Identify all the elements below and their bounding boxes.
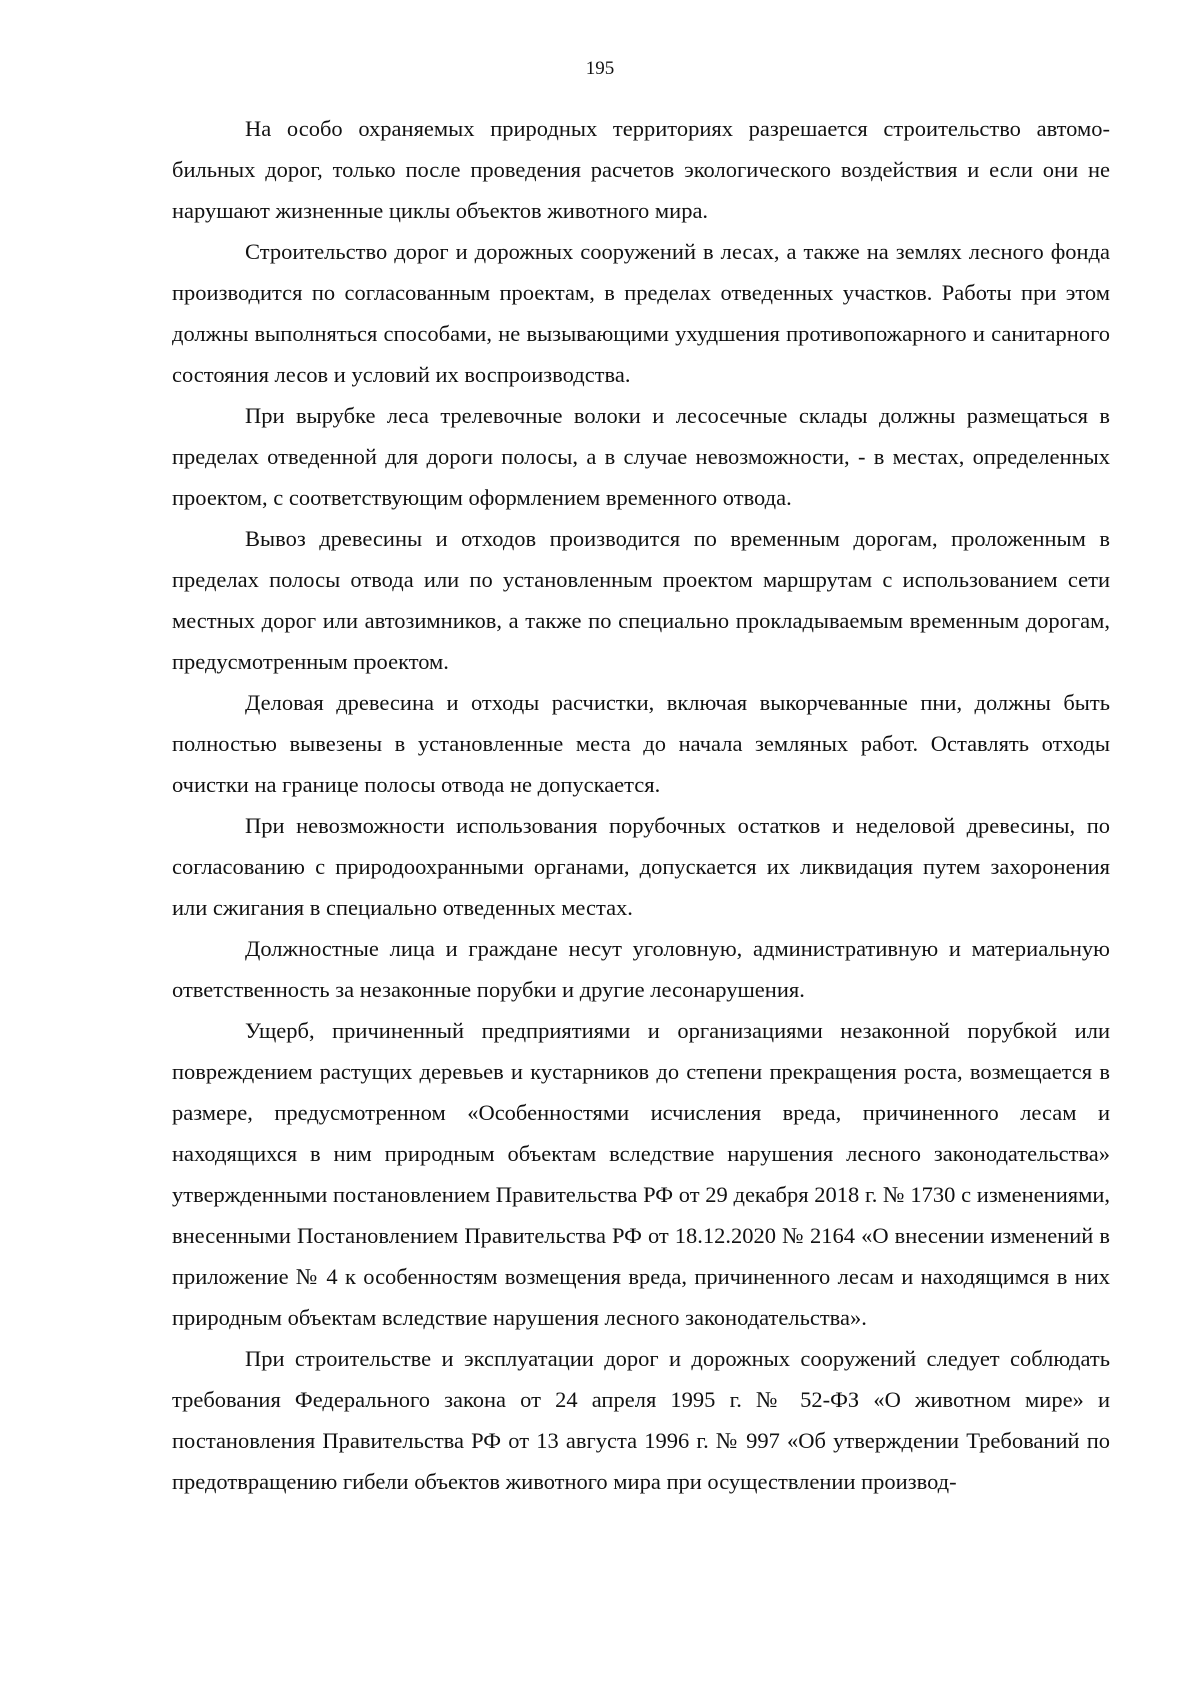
paragraph: При строительстве и эксплуатации дорог и дорожных сооружений следует соблюдать требования Федерального закона от 24 апреля 1995 г. № 52-ФЗ «О животном мире» и постановления Правительства РФ от 13 августа 1996 г. № 997 «Об утверждении Требований по предотвращению гибели объектов животного мира при осуществлении производ- [172,1346,1110,1494]
paragraph: На особо охраняемых природных территориях разрешается строительство автомобильных дорог, только после проведения расчетов экологического воздействия и если они не нарушают жизненные циклы объектов животного мира. [172,116,1110,223]
paragraph: Деловая древесина и отходы расчистки, включая выкорчеванные пни, должны быть полностью вывезены в установленные места до начала земляных работ. Оставлять отходы очистки на границе полосы отвода не допускается. [172,690,1110,797]
paragraph: При вырубке леса трелевочные волоки и лесосечные склады должны размещаться в пределах отведенной для дороги полосы, а в случае невозможности, - в местах, определенных проектом, с соответствующим оформлением временного отвода. [172,403,1110,510]
page-number: 195 [585,58,615,79]
paragraph: Строительство дорог и дорожных сооружений в лесах, а также на землях лесного фонда производится по согласованным проектам, в пределах отведенных участков. Работы при этом должны выполняться способами, не вызывающими ухудшения противопожарного и санитарного состояния лесов и условий их воспроизводства. [172,239,1110,387]
paragraph: Ущерб, причиненный предприятиями и организациями незаконной порубкой или повреждением растущих деревьев и кустарников до степени прекращения роста, возмещается в размере, предусмотренном «Особенностями исчисления вреда, причиненного лесам и находящихся в ним природным объектам вследствие нарушения лесного законодательства» утвержденными постановлением Правительства РФ от 29 декабря 2018 г. № 1730 с изменениями, внесенными Постановлением Правительства РФ от 18.12.2020 № 2164 «О внесении изменений в приложение № 4 к особенностям возмещения вреда, причиненного лесам и находящимся в них природным объектам вследствие нарушения лесного законодательства». [172,1018,1110,1330]
body-text [172,108,1110,1502]
paragraph: При невозможности использования порубочных остатков и неделовой древесины, по согласованию с природоохранными органами, допускается их ликвидация путем захоронения или сжигания в специально отведенных местах. [172,813,1110,920]
paragraph: Должностные лица и граждане несут уголовную, административную и материальную ответственность за незаконные порубки и другие лесонарушения. [172,936,1110,1002]
paragraph: Вывоз древесины и отходов производится по временным дорогам, проложенным в пределах полосы отвода или по установленным проектом маршрутам с использованием сети местных дорог или автозимников, а также по специально прокладываемым временным дорогам, предусмотренным проектом. [172,526,1110,674]
